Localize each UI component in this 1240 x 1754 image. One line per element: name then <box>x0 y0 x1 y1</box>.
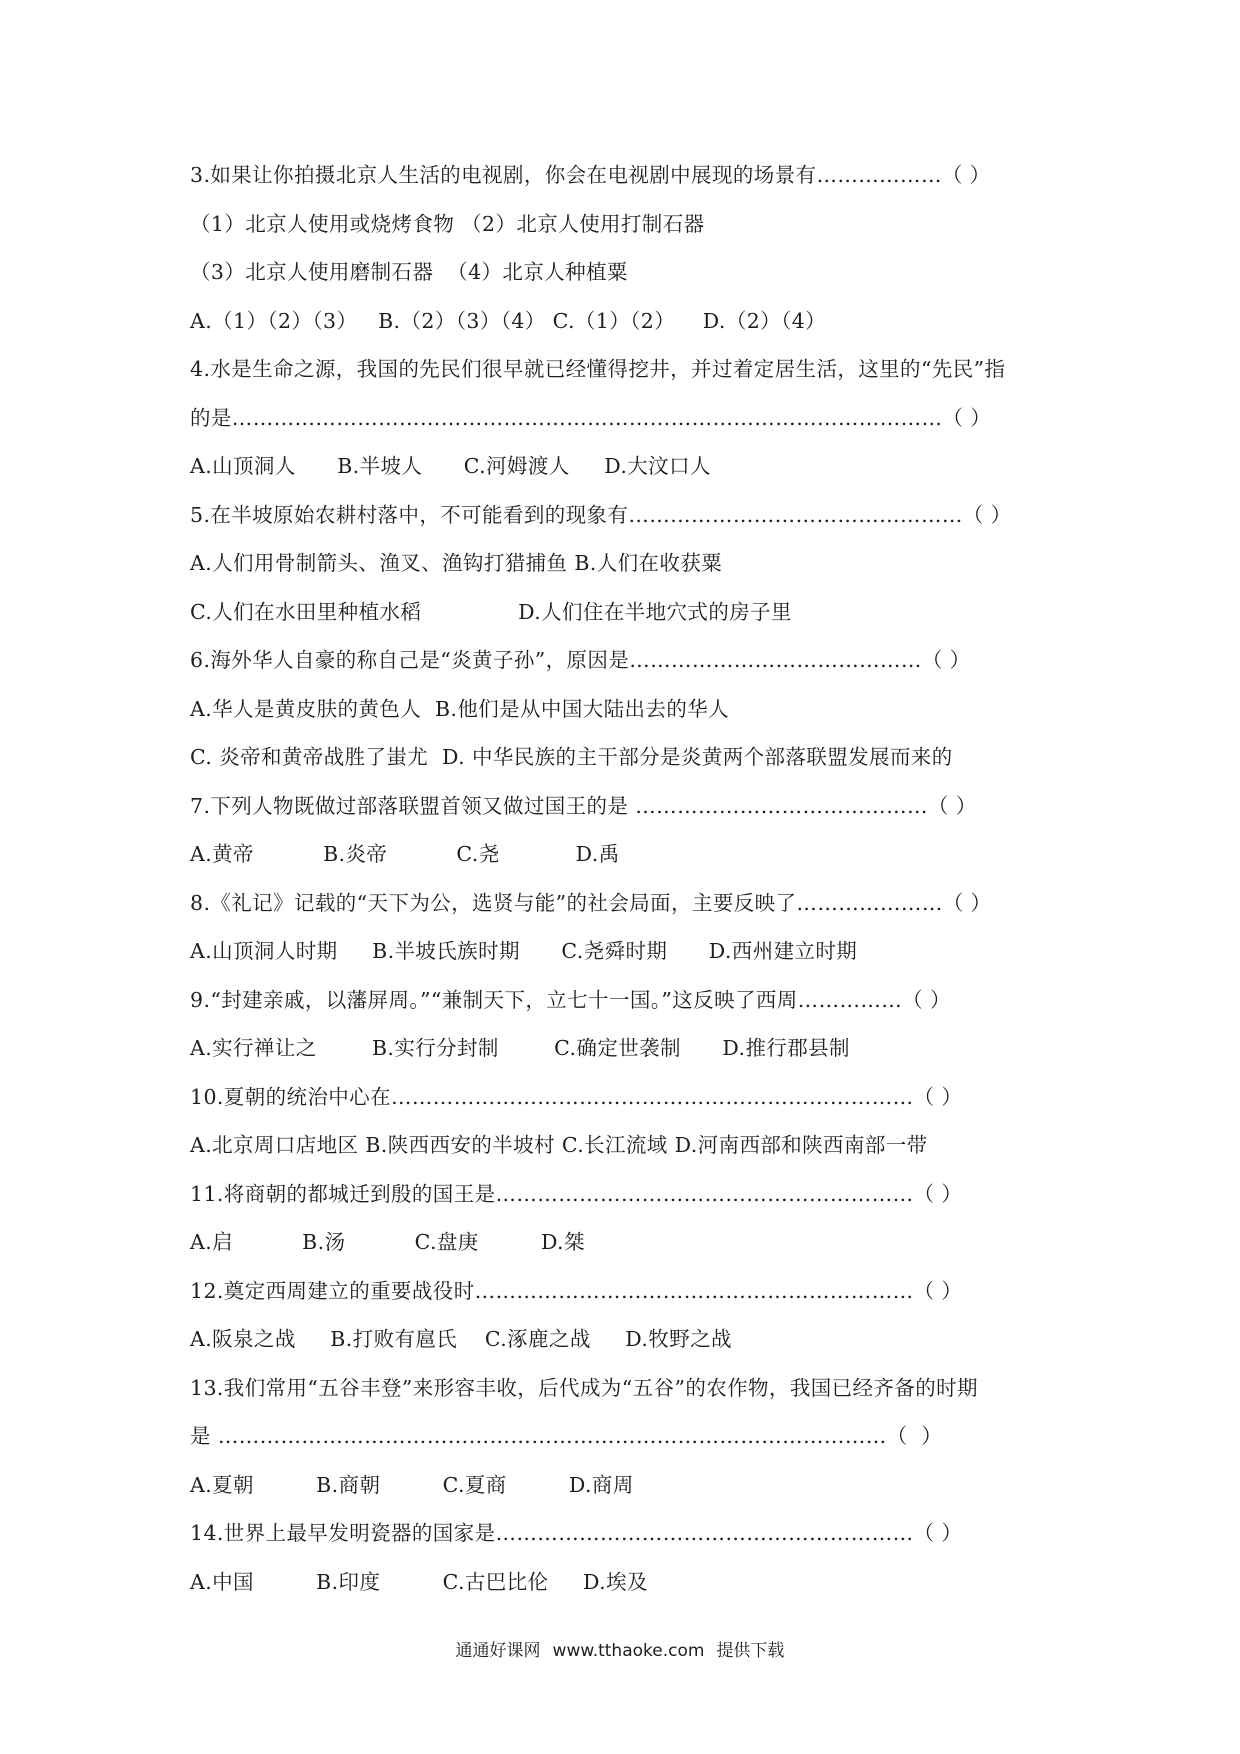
question-statement: （3）北京人使用磨制石器 （4）北京人种植粟 <box>190 260 628 284</box>
answer-options: A.实行禅让之 B.实行分封制 C.确定世袭制 D.推行郡县制 <box>190 1036 850 1060</box>
question-stem: 4.水是生命之源，我国的先民们很早就已经懂得挖井，并过着定居生活，这里的“先民”指 <box>190 357 1006 381</box>
question-statement: （1）北京人使用或烧烤食物 （2）北京人使用打制石器 <box>190 212 705 236</box>
answer-options: A.山顶洞人时期 B.半坡氏族时期 C.尧舜时期 D.西州建立时期 <box>190 939 858 963</box>
question-stem: 10.夏朝的统治中心在…………………………………………………………………（ ） <box>190 1085 963 1109</box>
answer-options: A.（1）（2）（3） B.（2）（3）（4） C.（1）（2） D.（2）（4） <box>190 309 827 333</box>
answer-options: C. 炎帝和黄帝战胜了蚩尤 D. 中华民族的主干部分是炎黄两个部落联盟发展而来的 <box>190 745 953 769</box>
question-stem: 5.在半坡原始农耕村落中，不可能看到的现象有…………………………………………（ ） <box>190 503 1012 527</box>
question-stem: 8.《礼记》记载的“天下为公，选贤与能”的社会局面，主要反映了…………………（ ） <box>190 891 992 915</box>
question-stem: 11.将商朝的都城迁到殷的国王是……………………………………………………（ ） <box>190 1182 963 1206</box>
footer-url[interactable]: www.tthaoke.com <box>552 1641 705 1661</box>
question-stem: 14.世界上最早发明瓷器的国家是……………………………………………………（ ） <box>190 1521 963 1545</box>
footer-suffix: 提供下载 <box>716 1641 785 1661</box>
answer-options: C.人们在水田里种植水稻 D.人们住在半地穴式的房子里 <box>190 600 792 624</box>
page-footer <box>0 1636 1240 1661</box>
answer-options: A.山顶洞人 B.半坡人 C.河姆渡人 D.大汶口人 <box>190 454 711 478</box>
question-stem: 7.下列人物既做过部落联盟首领又做过国王的是 ……………………………………（ ） <box>190 794 977 818</box>
answer-options: A.夏朝 B.商朝 C.夏商 D.商周 <box>190 1473 634 1497</box>
answer-options: A.黄帝 B.炎帝 C.尧 D.禹 <box>190 842 620 866</box>
answer-options: A.中国 B.印度 C.古巴比伦 D.埃及 <box>190 1570 648 1594</box>
answer-options: A.阪泉之战 B.打败有扈氏 C.涿鹿之战 D.牧野之战 <box>190 1327 732 1351</box>
footer-site-name: 通通好课网 <box>455 1641 541 1661</box>
question-stem: 9.“封建亲戚，以藩屏周。”“兼制天下，立七十一国。”这反映了西周……………（ ） <box>190 988 951 1012</box>
answer-options: A.人们用骨制箭头、渔叉、渔钩打猎捕鱼 B.人们在收获粟 <box>190 551 723 575</box>
answer-options: A.启 B.汤 C.盘庚 D.桀 <box>190 1230 585 1254</box>
question-stem: 3.如果让你拍摄北京人生活的电视剧，你会在电视剧中展现的场景有………………（ ） <box>190 163 991 187</box>
question-stem: 13.我们常用“五谷丰登”来形容丰收，后代成为“五谷”的农作物，我国已经齐备的时期 <box>190 1376 978 1400</box>
answer-options: A.华人是黄皮肤的黄色人 B.他们是从中国大陆出去的华人 <box>190 697 730 721</box>
question-stem: 6.海外华人自豪的称自己是“炎黄子孙”，原因是……………………………………（ ） <box>190 648 971 672</box>
question-stem: 的是…………………………………………………………………………………………（ ） <box>190 406 992 430</box>
question-stem: 是 ……………………………………………………………………………………（ ） <box>190 1424 943 1448</box>
answer-options: A.北京周口店地区 B.陕西西安的半坡村 C.长江流域 D.河南西部和陕西南部一带 <box>190 1133 928 1157</box>
question-stem: 12.奠定西周建立的重要战役时………………………………………………………（ ） <box>190 1279 963 1303</box>
